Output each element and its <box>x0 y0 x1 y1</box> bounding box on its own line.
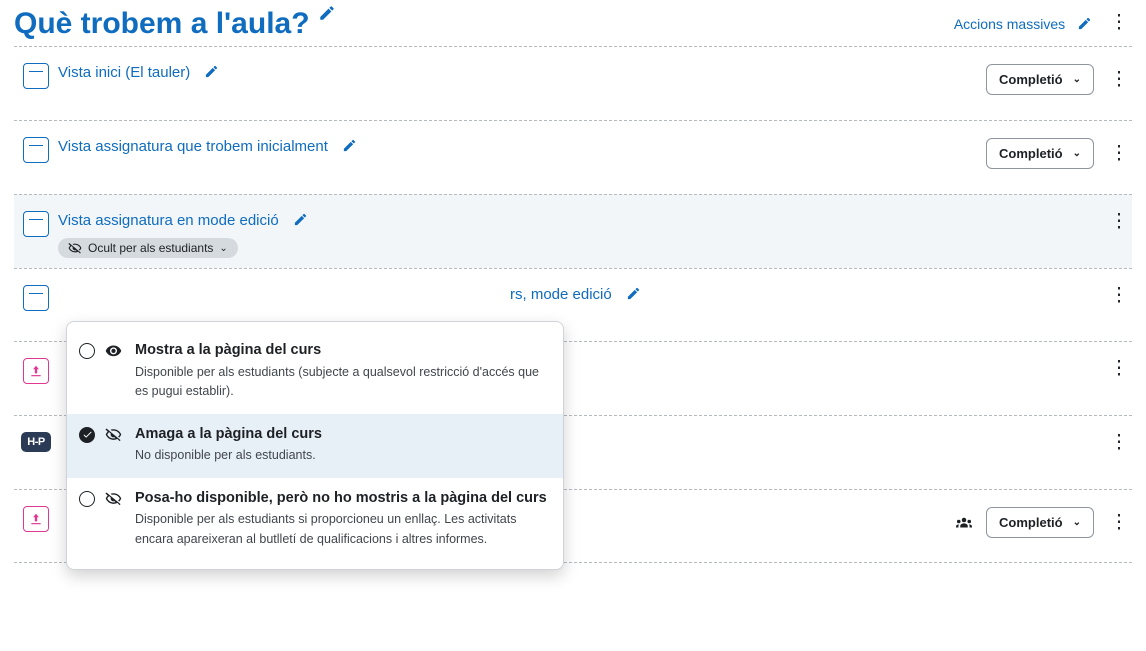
h5p-icon: H-P <box>21 432 51 452</box>
activity-actions <box>986 62 1132 95</box>
activity-actions <box>954 505 1132 538</box>
status-badge-hidden[interactable] <box>58 238 238 258</box>
activity-actions <box>1106 357 1132 378</box>
activity-icon-wrap <box>14 136 58 163</box>
completion-label: Completió <box>999 72 1063 87</box>
availability-option-title: Posa-ho disponible, però no ho mostris a la pàgina del curs <box>135 489 547 506</box>
activity-menu-kebab-icon[interactable]: ⋮ <box>1109 358 1129 379</box>
completion-button[interactable] <box>986 64 1094 95</box>
radio-unselected-icon[interactable] <box>79 491 95 507</box>
bulk-actions-pencil-icon[interactable] <box>1077 16 1092 32</box>
availability-option-text <box>135 340 547 402</box>
availability-option-hide[interactable] <box>67 414 563 478</box>
assignment-icon <box>23 506 49 532</box>
chevron-down-icon: ⌄ <box>1072 517 1081 528</box>
availability-option-description: Disponible per als estudiants si proporcioneu un enllaç. Les activitats encara apareixeran al butlletí de qualificacions i altres informes. <box>135 512 517 546</box>
activity-menu-kebab-icon[interactable]: ⋮ <box>1109 211 1129 232</box>
page-icon <box>23 63 49 89</box>
rename-pencil-icon[interactable] <box>204 64 219 80</box>
rename-pencil-icon[interactable] <box>293 212 308 228</box>
chevron-down-icon: ⌄ <box>1072 148 1081 159</box>
chevron-down-icon: ⌄ <box>1072 74 1081 85</box>
activity-icon-wrap <box>14 210 58 237</box>
activity-menu-kebab-icon[interactable]: ⋮ <box>1109 143 1129 164</box>
activity-link[interactable]: Vista assignatura en mode edició <box>58 212 279 229</box>
activity-menu-kebab-icon[interactable]: ⋮ <box>1109 432 1129 453</box>
activity-row-selected <box>14 194 1132 268</box>
activity-icon-wrap <box>14 357 58 384</box>
activity-link[interactable]: Vista assignatura que trobem inicialment <box>58 138 328 155</box>
availability-option-show[interactable] <box>67 330 563 414</box>
activity-icon-wrap <box>14 431 58 452</box>
status-badge-label: Ocult per als estudiants <box>88 241 214 255</box>
rename-pencil-icon[interactable] <box>342 138 357 154</box>
availability-option-text <box>135 488 547 550</box>
activity-row <box>14 120 1132 194</box>
eye-slash-icon <box>68 241 82 255</box>
availability-option-description: Disponible per als estudiants (subjecte a qualsevol restricció d'accés que es pugui establir). <box>135 364 539 399</box>
activity-body <box>58 210 1106 258</box>
activity-icon-wrap <box>14 284 58 311</box>
availability-option-text <box>135 424 547 466</box>
bulk-actions-label: Accions massives <box>953 16 1066 32</box>
activity-menu-kebab-icon[interactable]: ⋮ <box>1109 69 1129 90</box>
radio-selected-icon[interactable] <box>79 427 95 443</box>
activity-actions <box>1106 284 1132 305</box>
page-icon <box>23 211 49 237</box>
activity-icon-wrap <box>14 505 58 532</box>
activity-actions <box>986 136 1132 169</box>
activity-menu-kebab-icon[interactable]: ⋮ <box>1109 285 1129 306</box>
completion-button[interactable] <box>986 507 1094 538</box>
edit-title-pencil-icon[interactable] <box>318 4 336 22</box>
activity-actions <box>1106 431 1132 452</box>
activity-body <box>58 62 986 81</box>
activity-row <box>14 46 1132 120</box>
availability-option-title: Amaga a la pàgina del curs <box>135 425 322 442</box>
page-icon <box>23 137 49 163</box>
eye-slash-icon <box>105 426 125 443</box>
completion-label: Completió <box>999 146 1063 161</box>
availability-dropdown <box>66 321 564 570</box>
activity-actions <box>1106 210 1132 231</box>
page-title: Què trobem a l'aula? <box>14 7 310 40</box>
availability-option-available-not-shown[interactable] <box>67 478 563 562</box>
assignment-icon <box>23 358 49 384</box>
chevron-down-icon: ⌄ <box>219 242 228 254</box>
activity-menu-kebab-icon[interactable]: ⋮ <box>1109 512 1129 533</box>
activity-link[interactable]: Vista inici (El tauler) <box>58 64 191 81</box>
page-header <box>0 0 1146 46</box>
groups-icon[interactable] <box>954 514 974 532</box>
eye-icon <box>105 342 125 359</box>
rename-pencil-icon[interactable] <box>626 286 641 302</box>
activity-icon-wrap <box>14 62 58 89</box>
availability-option-title: Mostra a la pàgina del curs <box>135 342 322 358</box>
completion-label: Completió <box>999 515 1063 530</box>
activity-body <box>58 284 1106 303</box>
activity-body <box>58 136 986 155</box>
activity-link[interactable]: rs, mode edició <box>510 286 612 303</box>
availability-option-description: No disponible per als estudiants. <box>135 448 316 463</box>
page-menu-kebab-icon[interactable]: ⋮ <box>1109 12 1129 33</box>
bulk-actions-link[interactable] <box>954 6 1092 42</box>
radio-unselected-icon[interactable] <box>79 343 95 359</box>
eye-slash-icon <box>105 490 125 507</box>
completion-button[interactable] <box>986 138 1094 169</box>
page-icon <box>23 285 49 311</box>
